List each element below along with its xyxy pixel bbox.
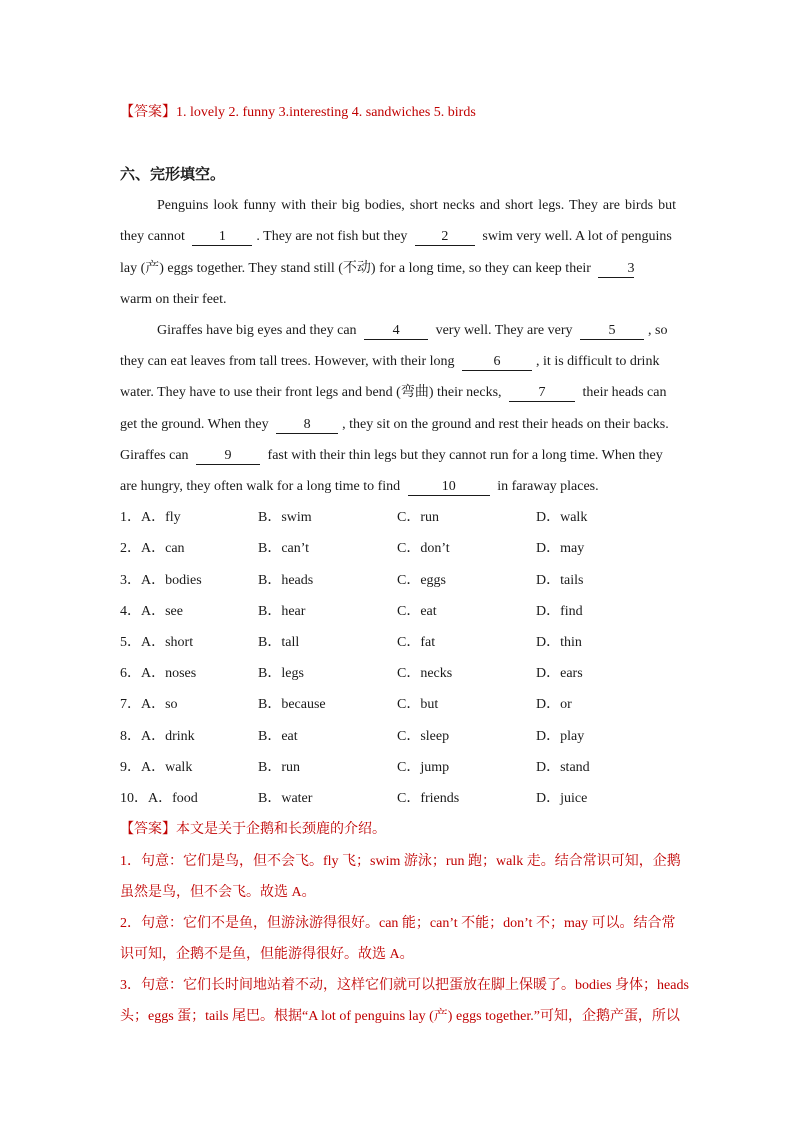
explanation-1a: 1．句意：它们是鸟，但不会飞。fly 飞；swim 游泳；run 跑；walk 走。结合常识可知，企鹅 <box>120 854 681 869</box>
option-row <box>120 509 720 527</box>
option-d: D．tails <box>536 573 584 588</box>
answer-tag: 【答案】 <box>120 822 176 837</box>
option-d: D．ears <box>536 666 583 681</box>
option-b: B．because <box>258 697 326 712</box>
blank-5: 5 <box>580 323 644 340</box>
answer-intro: 本文是关于企鹅和长颈鹿的介绍。 <box>176 822 386 837</box>
option-b: B．heads <box>258 573 314 588</box>
blank-2: 2 <box>415 229 475 246</box>
text: swim very well. A lot of penguins <box>482 229 672 244</box>
option-b: B．hear <box>258 604 306 619</box>
text: fast with their thin legs but they cannot run for a long time. When they <box>267 448 663 463</box>
option-c: C．but <box>397 697 439 712</box>
text: very well. They are very <box>435 323 573 338</box>
blank-4: 4 <box>364 323 428 340</box>
option-b: B．water <box>258 791 313 806</box>
option-d: D．find <box>536 604 583 619</box>
section-title: 六、完形填空。 <box>120 167 226 183</box>
blank-8: 8 <box>276 417 338 434</box>
option-c: C．eat <box>397 604 437 619</box>
text: , it is difficult to drink <box>536 354 660 369</box>
answer-text: 1. lovely 2. funny 3.interesting 4. sandwiches 5. birds <box>176 105 476 120</box>
text: are hungry, they often walk for a long time to find <box>120 479 401 494</box>
blank-1: 1 <box>192 229 252 246</box>
option-c: C．don’t <box>397 541 450 556</box>
option-d: D．stand <box>536 760 590 775</box>
option-d: D．juice <box>536 791 588 806</box>
option-row <box>120 572 720 590</box>
option-row <box>120 665 720 683</box>
passage-line-3 <box>120 260 638 278</box>
explanation-3a: 3．句意：它们长时间地站着不动，这样它们就可以把蛋放在脚上保暖了。bodies 身体；heads <box>120 978 689 993</box>
option-b: B．legs <box>258 666 304 681</box>
text: Giraffes can <box>120 448 189 463</box>
text: water. They have to use their front legs and bend (弯曲) their necks, <box>120 385 502 400</box>
option-c: C．fat <box>397 635 436 650</box>
option-a: 2．A．can <box>120 541 185 556</box>
text: in faraway places. <box>497 479 599 494</box>
option-d: D．walk <box>536 510 588 525</box>
option-d: D．may <box>536 541 585 556</box>
passage-line-4: warm on their feet. <box>120 292 227 307</box>
option-d: D．thin <box>536 635 582 650</box>
passage-line-10 <box>120 478 599 496</box>
option-c: C．eggs <box>397 573 446 588</box>
option-b: B．tall <box>258 635 300 650</box>
passage-line-7 <box>120 384 666 402</box>
option-c: C．necks <box>397 666 453 681</box>
text: . They are not fish but they <box>256 229 408 244</box>
passage-line-6 <box>120 353 659 371</box>
text: get the ground. When they <box>120 417 269 432</box>
text: they can eat leaves from tall trees. However, with their long <box>120 354 455 369</box>
blank-10: 10 <box>408 479 490 496</box>
option-row <box>120 790 720 808</box>
option-row <box>120 634 720 652</box>
explanation-3b: 头；eggs 蛋；tails 尾巴。根据“A lot of penguins lay (产) eggs together.”可知，企鹅产蛋，所以 <box>120 1009 680 1024</box>
explanation-1b: 虽然是鸟，但不会飞。故选 A。 <box>120 885 316 900</box>
blank-9: 9 <box>196 448 260 465</box>
option-c: C．friends <box>397 791 460 806</box>
text: , they sit on the ground and rest their heads on their backs. <box>342 417 669 432</box>
option-c: C．run <box>397 510 439 525</box>
option-c: C．sleep <box>397 729 450 744</box>
option-a: 10．A．food <box>120 791 198 806</box>
option-a: 4．A．see <box>120 604 183 619</box>
option-a: 5．A．short <box>120 635 194 650</box>
option-a: 7．A．so <box>120 697 178 712</box>
passage-line-8 <box>120 416 669 434</box>
text: Giraffes have big eyes and they can <box>157 323 357 338</box>
blank-3: 3 <box>598 261 634 278</box>
explanation-2a: 2．句意：它们不是鱼，但游泳游得很好。can 能；can’t 不能；don’t 不；may 可以。结合常 <box>120 916 676 931</box>
option-row <box>120 759 720 777</box>
answer-heading <box>120 821 386 839</box>
option-a: 9．A．walk <box>120 760 193 775</box>
option-row <box>120 540 720 558</box>
option-b: B．can’t <box>258 541 310 556</box>
text: , so <box>648 323 668 338</box>
option-b: B．swim <box>258 510 312 525</box>
option-row <box>120 728 720 746</box>
answer-tag: 【答案】 <box>120 105 176 120</box>
option-row <box>120 696 720 714</box>
passage-line-1: Penguins look funny with their big bodies, short necks and short legs. They are birds but <box>157 198 676 213</box>
option-a: 8．A．drink <box>120 729 195 744</box>
option-a: 1．A．fly <box>120 510 181 525</box>
passage-line-9 <box>120 447 663 465</box>
option-d: D．play <box>536 729 585 744</box>
option-c: C．jump <box>397 760 450 775</box>
passage-line-2 <box>120 228 672 246</box>
blank-6: 6 <box>462 354 532 371</box>
option-b: B．run <box>258 760 300 775</box>
text: their heads can <box>582 385 667 400</box>
option-a: 6．A．noses <box>120 666 197 681</box>
explanation-2b: 识可知，企鹅不是鱼，但能游得很好。故选 A。 <box>120 947 414 962</box>
option-a: 3．A．bodies <box>120 573 202 588</box>
text: lay (产) eggs together. They stand still (不动) for a long time, so they can keep their <box>120 261 591 276</box>
previous-answer <box>120 104 476 122</box>
option-d: D．or <box>536 697 572 712</box>
option-row <box>120 603 720 621</box>
option-b: B．eat <box>258 729 298 744</box>
blank-7: 7 <box>509 385 575 402</box>
text: they cannot <box>120 229 185 244</box>
passage-line-5 <box>157 322 667 340</box>
